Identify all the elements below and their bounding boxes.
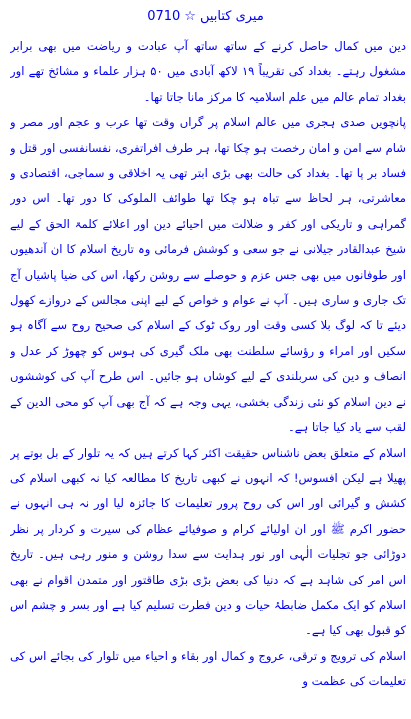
- page-header: [0, 2, 411, 30]
- document-body: [10, 34, 406, 716]
- page-title: میری کتابیں: [199, 8, 264, 24]
- paragraph-1: دین میں کمال حاصل کرنے کے ساتھ ساتھ آپ عبادت و ریاضت میں بھی برابر مشغول رہتے۔ بغداد کی تقریباً ۱۹ لاکھ آبادی میں ۵۰ ہزار علماء و مشائخ تھے اور بغداد تمام عالم میں علم اسلامیہ کا مرکز مانا جاتا تھا۔: [10, 39, 406, 104]
- paragraph-3: اسلام کے متعلق بعض ناشناس حقیقت اکثر کہا کرتے ہیں کہ یہ تلوار کے بل بوتے پر پھیلا ہے لیکن افسوس! کہ انہوں نے کبھی تاریخ کا مطالعہ کیا نہ کبھی اسلام کی کشش و گیرائی اور اس کی روح پرور تعلیمات کا جائزہ لیا اور نہ ہی انہوں نے حضور اکرم ﷺ اور ان اولیائے کرام و صوفیائے عظام کی سیرت و کردار پر نظر دوڑائی جو تجلیات الٰہی اور نور ہدایت سے سدا روشن و منور رہی ہیں۔ تاریخ اس امر کی شاہد ہے کہ دنیا کی بعض بڑی بڑی طاقتور اور متمدن اقوام نے بھی اسلام کو ایک مکمل ضابطۂ حیات و دین فطرت تسلیم کیا ہے اور بسر و چشم اس کو قبول بھی کیا ہے۔: [10, 445, 406, 638]
- paragraph-4: اسلام کی ترویج و ترقی، عروج و کمال اور بقاء و احیاء میں تلوار کی بجائے اس کی تعلیمات کی عظمت و: [10, 648, 406, 689]
- page-number: 0710: [147, 8, 181, 24]
- star-icon: ☆: [184, 8, 196, 24]
- paragraph-2: پانچویں صدی ہجری میں عالم اسلام پر گراں وقت تھا عرب و عجم اور مصر و شام سے امن و امان رخصت ہو چکا تھا، ہر طرف افراتفری، نفسانفسی اور قتل و فساد بر پا تھا۔ بغداد کی حالت بھی بڑی ابتر تھی یہ اخلاقی و سماجی، اقتصادی و معاشرتی، ہر لحاظ سے تباہ ہو چکا تھا طوائف الملوکی کا دور تھا۔ اس دور گمراہی و تاریکی اور کفر و ضلالت میں احیائے دین اور اعلائے کلمۃ الحق کے لیے شیخ عبدالقادر جیلانی نے جو سعی و کوشش فرمائی وہ تاریخ اسلام کا ان آندھیوں اور طوفانوں میں بھی جس عزم و حوصلے سے روشن رکھا، اس کی ضیا پاشیاں آج تک جاری و ساری ہیں۔ آپ نے عوام و خواص کے لیے اپنی مجالس کے دروازے کھول دیئے تا کہ لوگ بلا کسی وقت اور روک ٹوک کے اسلام کی صحیح روح سے آگاہ ہو سکیں اور امراء و رؤسائے سلطنت بھی ملک گیری کی ہوس کو چھوڑ کر عدل و انصاف و دین کی سربلندی کے لیے کوشاں ہو جائیں۔ اس طرح آپ کی کوششوں نے دین اسلام کو نئی زندگی بخشی، یہی وجہ ہے کہ آج بھی آپ کو محی الدین کے لقب سے یاد کیا جاتا ہے۔: [10, 115, 406, 435]
